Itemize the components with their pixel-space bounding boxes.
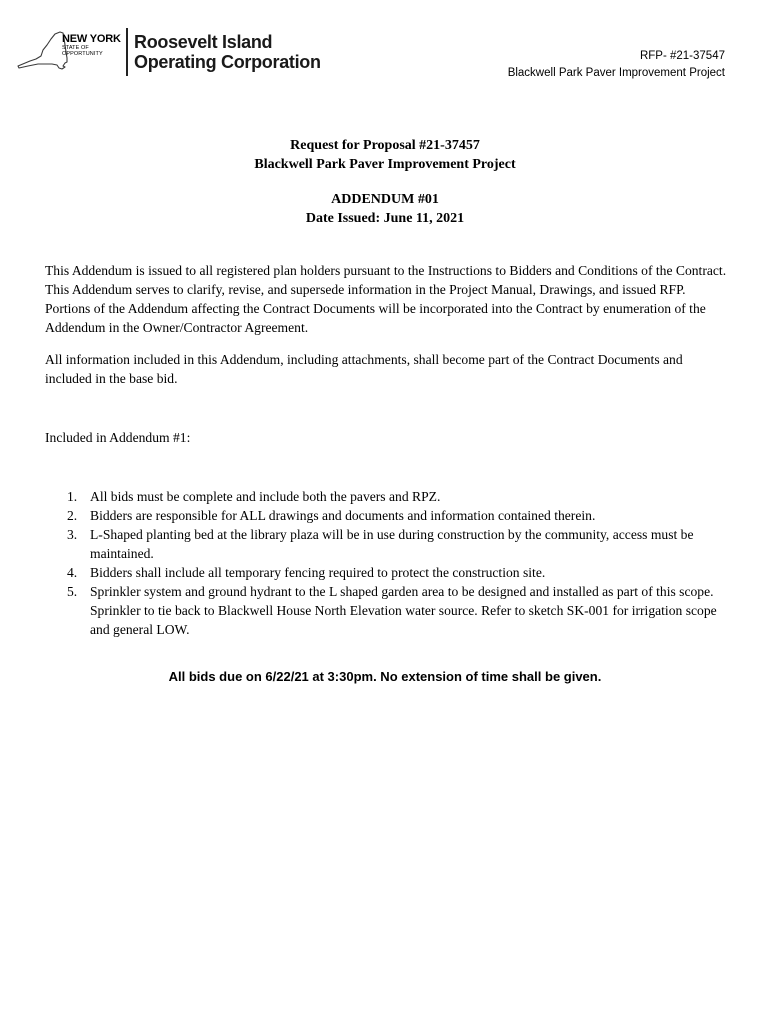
title-line-2: Blackwell Park Paver Improvement Project: [254, 157, 516, 172]
rfp-reference: RFP- #21-37547: [639, 50, 725, 62]
intro-paragraph: This Addendum is issued to all registered plan holders pursuant to the Instructions to Bidders and Conditions of the Contract. This Addendum serves to clarify, revise, and supersede information in the Project Manual, Drawings, and issued RFP. Portions of the Addendum affecting the Contract Documents will be incorporated into the Contract by enumeration of the Addendum in the Owner/Contractor Agreement.: [45, 263, 727, 335]
list-item: [45, 563, 727, 582]
list-item: [45, 487, 727, 506]
ny-state-wordmark: [62, 34, 121, 57]
item-text: Bidders shall include all temporary fencing required to protect the construction site.: [90, 565, 546, 580]
item-number: 4.: [67, 565, 78, 580]
item-text: Bidders are responsible for ALL drawings and documents and information contained therein.: [90, 508, 596, 523]
ny-name: NEW YORK: [62, 33, 121, 45]
item-number: 1.: [67, 489, 78, 504]
document-title: [0, 136, 770, 174]
ny-sub-line-1: STATE OF: [62, 45, 89, 51]
item-number: 5.: [67, 584, 78, 599]
org-name-line-1: Roosevelt Island: [134, 32, 273, 52]
org-name-line-2: Operating Corporation: [134, 52, 321, 72]
organization-name: [134, 32, 321, 72]
included-heading: Included in Addendum #1:: [45, 430, 191, 445]
all-info-paragraph: All information included in this Addendum, including attachments, shall become part of the Contract Documents and included in the base bid.: [45, 352, 683, 386]
bid-due-notice: All bids due on 6/22/21 at 3:30pm. No extension of time shall be given.: [168, 669, 602, 684]
list-item: [45, 582, 727, 639]
header-reference: [508, 48, 725, 82]
project-reference: Blackwell Park Paver Improvement Project: [507, 67, 725, 79]
ny-sub-line-2: OPPORTUNITY: [62, 51, 103, 57]
item-text: L-Shaped planting bed at the library plaza will be in use during construction by the community, access must be maintained.: [90, 527, 694, 561]
list-item: [45, 525, 727, 563]
item-number: 3.: [67, 527, 78, 542]
item-number: 2.: [67, 508, 78, 523]
addendum-number: ADDENDUM #01: [331, 192, 439, 207]
title-line-1: Request for Proposal #21-37457: [290, 138, 480, 153]
item-text: All bids must be complete and include both the pavers and RPZ.: [90, 489, 441, 504]
list-item: [45, 506, 727, 525]
addendum-heading: [0, 190, 770, 228]
header-logo: [16, 26, 336, 82]
logo-divider: [126, 28, 128, 76]
addendum-items-list: [45, 487, 727, 639]
item-text: Sprinkler system and ground hydrant to the L shaped garden area to be designed and installed as part of this scope. Sprinkler to tie back to Blackwell House North Elevation water source. Refer to sketch SK-001 for irrigation scope and general LOW.: [90, 584, 717, 637]
date-issued: Date Issued: June 11, 2021: [305, 211, 465, 226]
